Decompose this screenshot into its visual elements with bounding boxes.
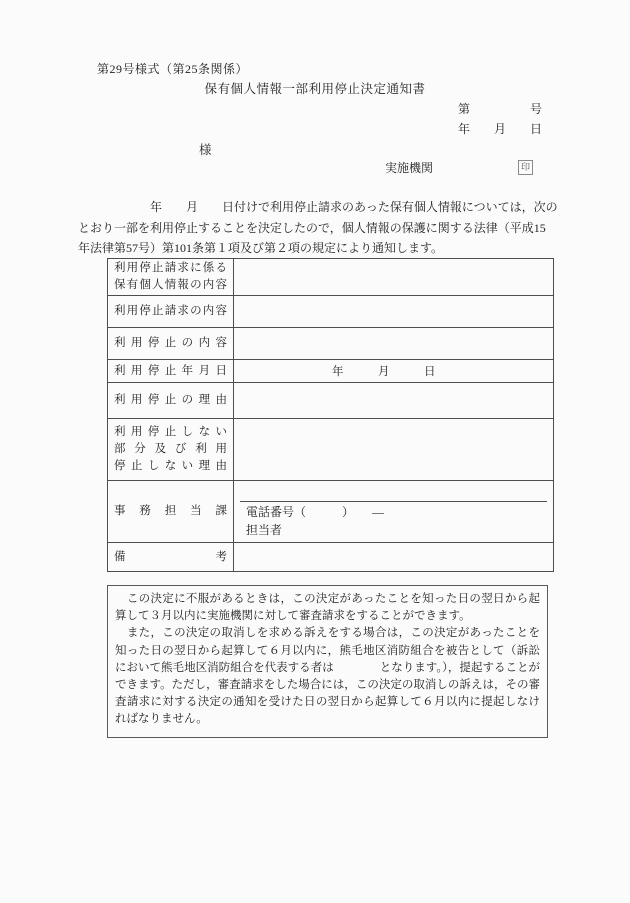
- row-value-requested-info: [234, 259, 554, 296]
- row-value-remarks: [234, 543, 554, 572]
- doc-number-suffix: 号: [529, 102, 542, 116]
- table-row-not-suspended: [108, 419, 554, 481]
- row-value-suspension-content: [234, 328, 554, 360]
- table-row-remarks: [108, 543, 554, 572]
- appeal-notice-paragraph-2: また，この決定の取消しを求める訴えをする場合は，この決定があったことを知った日の翌日から起算して６月以内に，熊毛地区消防組合を被告として（訴訟において熊毛地区消防組合を代表する者は となります。），提起することができます。ただし，審査請求をした場合には，この決定の取消しの訴えは，その審査請求に対する決定の通知を受けた日の翌日から起算して６月以内に提起しなければなりません。: [115, 627, 540, 726]
- table-row-suspension-content: [108, 328, 554, 360]
- suspension-date-placeholder: 年 月 日: [240, 366, 436, 378]
- row-label-suspension-reason: 利用停止の理由: [108, 383, 234, 419]
- row-label-suspension-date: 利用停止年月日: [108, 360, 234, 383]
- doc-number-prefix: 第: [458, 102, 471, 116]
- date-year-label: 年: [458, 122, 471, 136]
- row-value-not-suspended: [234, 419, 554, 481]
- department-contact-cell: [240, 502, 547, 541]
- table-row-suspension-reason: [108, 383, 554, 419]
- row-label-suspension-content: 利用停止の内容: [108, 328, 234, 360]
- table-row-department: [108, 481, 554, 543]
- row-value-suspension-reason: [234, 383, 554, 419]
- row-value-department: [234, 481, 554, 543]
- date-month-label: 月: [493, 122, 506, 136]
- agency-label: 実施機関: [385, 161, 434, 175]
- row-label-department: 事務担当課: [108, 481, 234, 543]
- table-row-requested-info: [108, 259, 554, 296]
- body-line-3: 年法律第57号）第101条第１項及び第２項の規定により通知します。: [78, 241, 444, 255]
- row-label-requested-info: 利用停止請求に係る 保有個人情報の内容: [108, 259, 234, 296]
- body-paragraph: [78, 197, 560, 259]
- row-label-request-content: 利用停止請求の内容: [108, 296, 234, 328]
- form-table: [107, 258, 554, 572]
- row-value-request-content: [234, 296, 554, 328]
- appeal-notice-paragraph-1: この決定に不服があるときは，この決定があったことを知った日の翌日から起算して３月以内に実施機関に対して審査請求をすることができます。: [115, 593, 540, 623]
- form-number: 第29号様式（第25条関係）: [97, 62, 249, 76]
- body-line-1: 年 月 日付けで利用停止請求のあった保有個人情報については，次の: [78, 200, 558, 214]
- appeal-notice-box: [107, 585, 548, 738]
- document-title: 保有個人情報一部利用停止決定通知書: [204, 82, 426, 96]
- body-line-2: とおり一部を利用停止することを決定したので，個人情報の保護に関する法律（平成15: [78, 220, 546, 235]
- addressee-suffix: 様: [199, 143, 212, 157]
- row-label-not-suspended: 利用停止しない 部分及び利用 停止しない理由: [108, 419, 234, 481]
- row-value-suspension-date: [234, 360, 554, 383]
- seal-mark-icon: 印: [518, 160, 533, 175]
- agency-line: [385, 159, 533, 176]
- phone-number-label: 電話番号（ ） ―: [246, 505, 385, 519]
- document-number-line: [458, 100, 542, 117]
- table-row-suspension-date: [108, 360, 554, 383]
- department-name-cell: [240, 482, 547, 502]
- contact-person-label: 担当者: [246, 522, 283, 537]
- table-row-request-content: [108, 296, 554, 328]
- row-label-remarks: 備考: [108, 543, 234, 572]
- date-day-label: 日: [529, 122, 542, 136]
- issue-date-line: [458, 120, 542, 137]
